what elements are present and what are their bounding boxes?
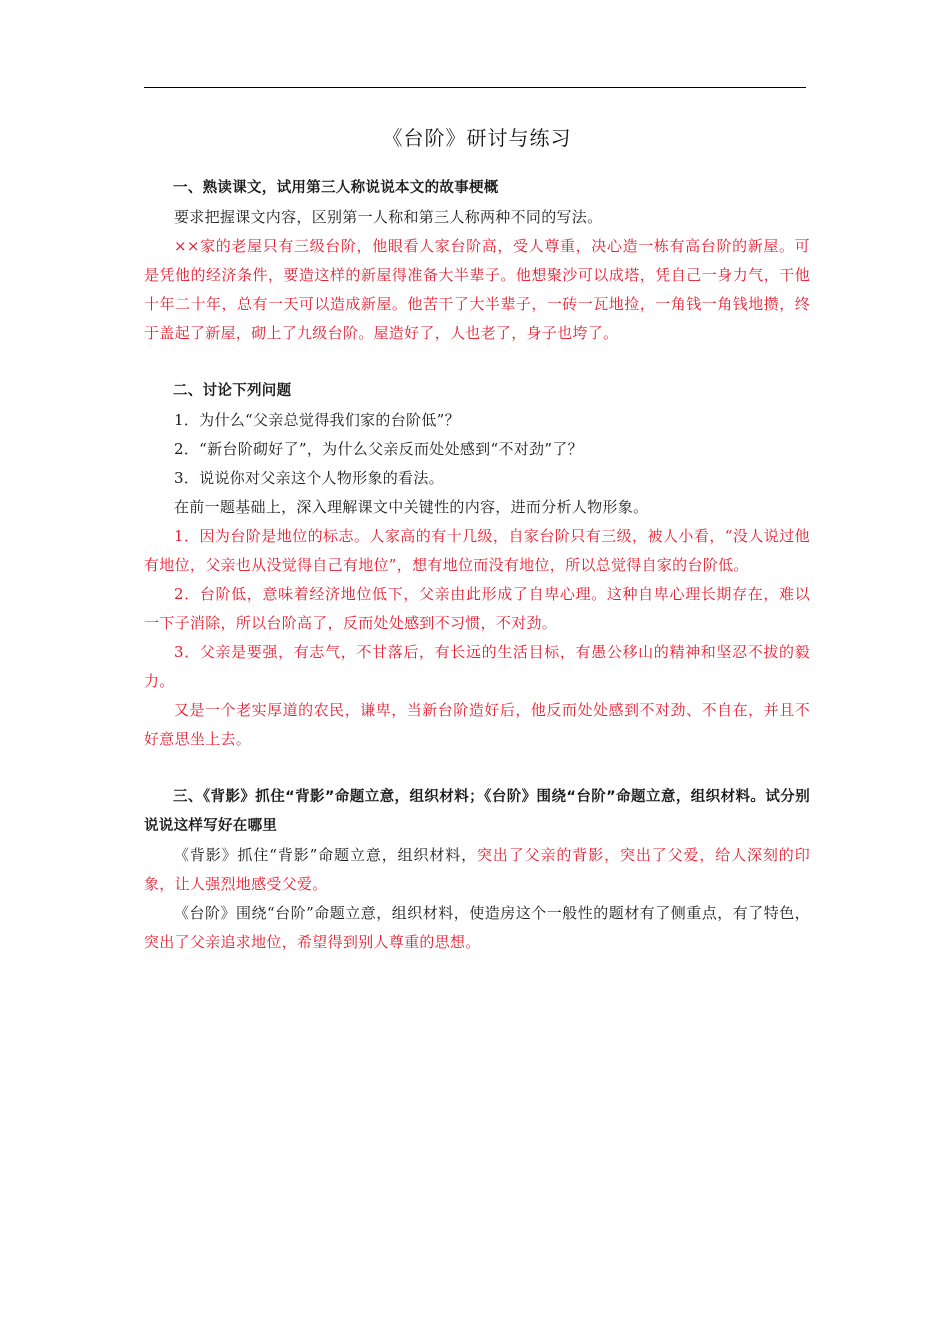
section2-question-1: 1．为什么“父亲总觉得我们家的台阶低”？	[174, 411, 460, 429]
section3-para1-text: 《背影》抓住“背影”命题立意，组织材料，	[174, 846, 478, 864]
section1-heading: 一、熟读课文，试用第三人称说说本文的故事梗概	[173, 180, 499, 196]
section3-heading: 三、《背影》抓住“背影”命题立意，组织材料；《台阶》围绕“台阶”命题立意，组织材料。试分别说说这样写好在哪里	[144, 789, 810, 834]
section3-para1-answer: 突出了父亲的背影，突出了父爱，给人深刻的印象，让人强烈地感受父爱。	[144, 846, 810, 893]
section3-paragraph-2	[144, 899, 810, 957]
section3-para2-answer: 突出了父亲追求地位，希望得到别人尊重的思想。	[144, 933, 481, 951]
section2-requirement: 在前一题基础上，深入理解课文中关键性的内容，进而分析人物形象。	[174, 498, 649, 516]
spacer	[144, 754, 810, 783]
section2-answer-1: 1．因为台阶是地位的标志。人家高的有十几级，自家台阶只有三级，被人小看，“没人说过他有地位，父亲也从没觉得自己有地位”，想有地位而没有地位，所以总觉得自家的台阶低。	[144, 527, 810, 574]
section2-answer-3: 3．父亲是要强，有志气，不甘落后，有长远的生活目标，有愚公移山的精神和坚忍不拔的毅力。	[144, 643, 810, 690]
document-body	[144, 120, 810, 957]
section2-answer-2: 2．台阶低，意味着经济地位低下，父亲由此形成了自卑心理。这种自卑心理长期存在，难以一下子消除，所以台阶高了，反而处处感到不习惯，不对劲。	[144, 585, 810, 632]
section3-para2-text: 《台阶》围绕“台阶”命题立意，组织材料，使造房这个一般性的题材有了侧重点，有了特色，	[174, 904, 810, 922]
section1-answer: ××家的老屋只有三级台阶，他眼看人家台阶高，受人尊重，决心造一栋有高台阶的新屋。可是凭他的经济条件，要造这样的新屋得准备大半辈子。他想聚沙可以成塔，凭自己一身力气，干他十年二十年，总有一天可以造成新屋。他苦干了大半辈子，一砖一瓦地捡，一角钱一角钱地攒，终于盖起了新屋，砌上了九级台阶。屋造好了，人也老了，身子也垮了。	[144, 237, 810, 342]
section2-question-2: 2．“新台阶砌好了”，为什么父亲反而处处感到“不对劲”了？	[174, 440, 583, 458]
section2-heading: 二、讨论下列问题	[173, 383, 292, 399]
spacer	[144, 348, 810, 377]
section1-requirement: 要求把握课文内容，区别第一人称和第三人称两种不同的写法。	[174, 208, 603, 226]
page-title: 《台阶》研讨与练习	[382, 126, 572, 150]
section2-question-3: 3．说说你对父亲这个人物形象的看法。	[174, 469, 444, 487]
header-rule	[144, 87, 806, 88]
section2-answer-4: 又是一个老实厚道的农民，谦卑，当新台阶造好后，他反而处处感到不对劲、不自在，并且不好意思坐上去。	[144, 701, 810, 748]
section3-paragraph-1	[144, 841, 810, 899]
